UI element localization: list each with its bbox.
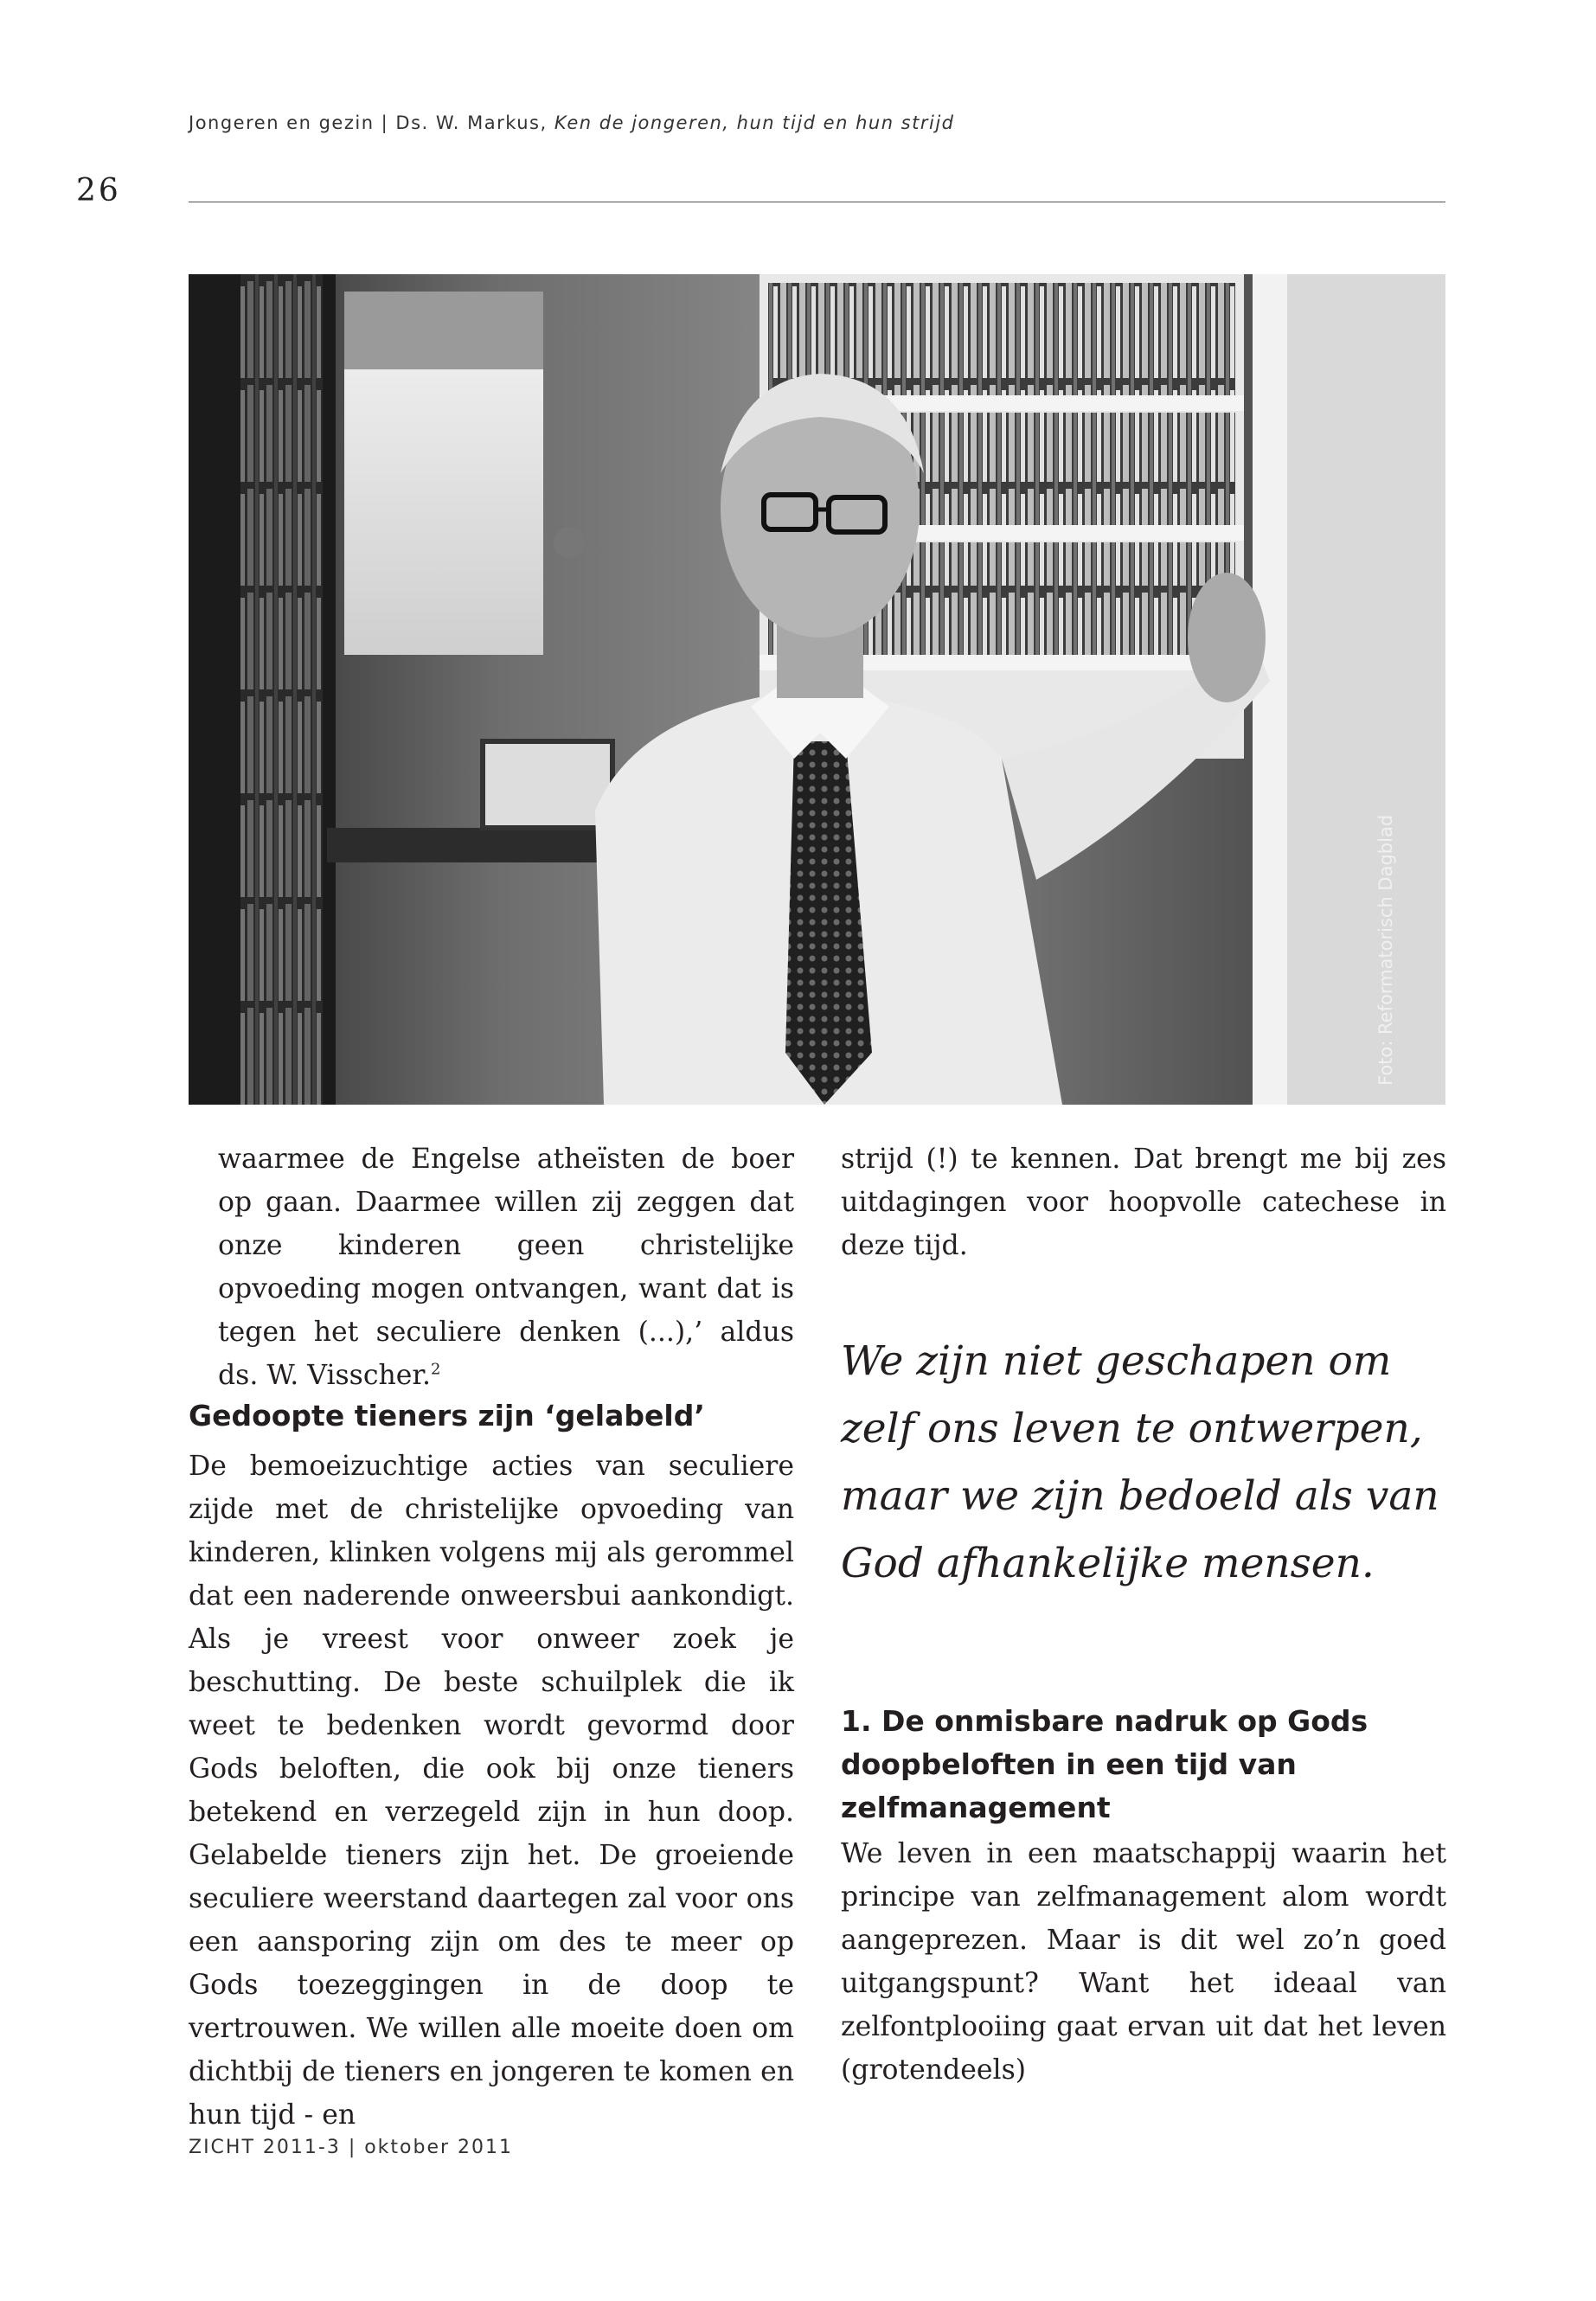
page-number: 26 [76, 173, 121, 208]
right-body-paragraph: We leven in een maatschappij waarin het principe van zelfmanagement alom wordt aangeprezen. Maar is dit wel zo’n goed uitgangspunt? Want het ideaal van zelfontplooiing gaat ervan uit dat het leven (grotendeels) [841, 1838, 1446, 2086]
section-heading-gedoopte-tieners: Gedoopte tieners zijn ‘gelabeld’ [189, 1399, 705, 1433]
left-intro-paragraph [218, 1138, 794, 1397]
left-intro-text: waarmee de Engelse atheïsten de boer op gaan. Daarmee willen zij zeggen dat onze kinderen geen christelijke opvoeding mogen ontvangen, want dat is tegen het seculiere denken (...),’ aldus ds. W. Visscher. [218, 1144, 794, 1391]
portrait-photo [189, 274, 1445, 1105]
photo-credit: Foto: Reformatorisch Dagblad [1375, 814, 1396, 1086]
running-head-prefix: Jongeren en gezin | Ds. W. Markus, [189, 112, 554, 133]
page-footer: ZICHT 2011-3 | oktober 2011 [189, 2137, 514, 2158]
running-head-title: Ken de jongeren, hun tijd en hun strijd [554, 112, 955, 133]
footnote-marker: 2 [431, 1360, 441, 1379]
left-body-paragraph: De bemoeizuchtige acties van seculiere zijde met de christelijke opvoeding van kinderen, klinken volgens mij als gerommel dat een naderende onweersbui aankondigt. Als je vreest voor onweer zoek je beschutting. De beste schuilplek die ik weet te bedenken wordt gevormd door Gods beloften, die ook bij onze tieners betekend en verzegeld zijn in hun doop. Gelabelde tieners zijn het. De groeiende seculiere weerstand daartegen zal voor ons een aansporing zijn om des te meer op Gods toezeggingen in de doop te vertrouwen. We willen alle moeite doen om dichtbij de tieners en jongeren te komen en hun tijd - en [189, 1451, 794, 2131]
portrait-photo-illustration [189, 274, 1445, 1105]
running-head [189, 112, 954, 133]
pull-quote: We zijn niet geschapen om zelf ons leven te ontwerpen, maar we zijn bedoeld als van God afhankelijke mensen. [841, 1337, 1439, 1587]
section-heading-doopbeloften: 1. De onmisbare nadruk op Gods doopbeloften in een tijd van zelfmanagement [841, 1704, 1368, 1824]
right-intro-paragraph: strijd (!) te kennen. Dat brengt me bij zes uitdagingen voor hoopvolle catechese in deze tijd. [841, 1144, 1446, 1261]
